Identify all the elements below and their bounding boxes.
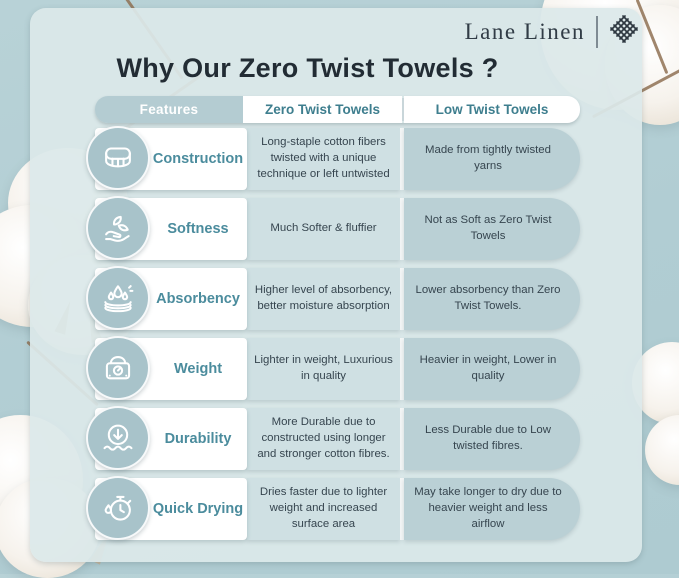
logo-divider: [596, 16, 598, 48]
durability-arrow-icon: [86, 406, 150, 470]
zero-twist-cell: Much Softer & fluffier: [247, 198, 400, 260]
header-zero-twist: Zero Twist Towels: [243, 96, 402, 123]
table-header: [95, 96, 580, 123]
zero-twist-cell: More Durable due to constructed using longer and stronger cotton fibres.: [247, 408, 400, 470]
feature-label: Absorbency: [156, 291, 240, 307]
zero-twist-cell: Long-staple cotton fibers twisted with a unique technique or left untwisted: [247, 128, 400, 190]
feature-label: Weight: [173, 361, 223, 377]
table-row-absorbency: [95, 268, 580, 330]
hand-leaf-icon: [86, 196, 150, 260]
zero-twist-cell: Dries faster due to lighter weight and increased surface area: [247, 478, 400, 540]
zero-twist-cell: Higher level of absorbency, better moisture absorption: [247, 268, 400, 330]
brand-logo: [465, 14, 639, 49]
low-twist-cell: Not as Soft as Zero Twist Towels: [404, 198, 580, 260]
low-twist-cell: Made from tightly twisted yarns: [404, 128, 580, 190]
table-row-softness: [95, 198, 580, 260]
table-row-weight: [95, 338, 580, 400]
table-row-construction: [95, 128, 580, 190]
header-features: Features: [95, 96, 243, 123]
feature-cell: [95, 338, 247, 400]
low-twist-cell: Heavier in weight, Lower in quality: [404, 338, 580, 400]
feature-label: Durability: [164, 431, 232, 447]
feature-label: Quick Drying: [152, 501, 244, 517]
towel-icon: [86, 126, 150, 190]
low-twist-cell: Lower absorbency than Zero Twist Towels.: [404, 268, 580, 330]
brand-name: Lane Linen: [464, 18, 585, 44]
feature-label: Softness: [167, 221, 229, 237]
page-title: Why Our Zero Twist Towels ?: [116, 53, 499, 83]
low-twist-cell: Less Durable due to Low twisted fibres.: [404, 408, 580, 470]
comparison-table: [95, 96, 580, 540]
header-low-twist: Low Twist Towels: [404, 96, 580, 123]
feature-cell: [95, 198, 247, 260]
table-row-durability: [95, 408, 580, 470]
feature-cell: [95, 128, 247, 190]
table-row-quick-drying: [95, 478, 580, 540]
stopwatch-drop-icon: [86, 476, 150, 540]
feature-cell: [95, 268, 247, 330]
feature-label: Construction: [152, 151, 244, 167]
feature-cell: [95, 478, 247, 540]
zero-twist-cell: Lighter in weight, Luxurious in quality: [247, 338, 400, 400]
weave-icon: [609, 14, 639, 49]
feature-cell: [95, 408, 247, 470]
low-twist-cell: May take longer to dry due to heavier weight and less airflow: [404, 478, 580, 540]
scale-icon: [86, 336, 150, 400]
water-drops-icon: [86, 266, 150, 330]
